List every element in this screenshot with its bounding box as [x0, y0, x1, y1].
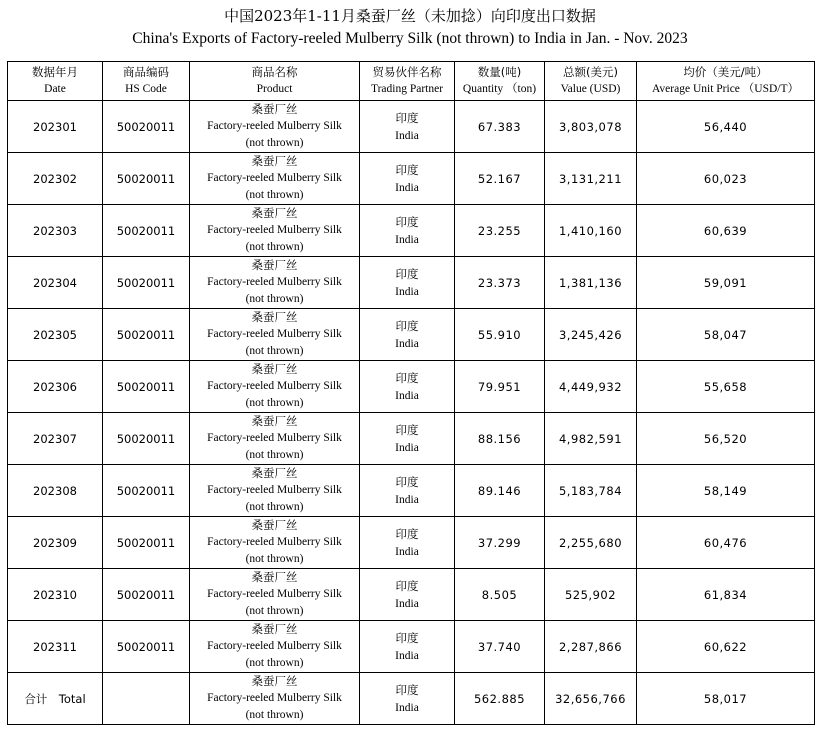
cell-quantity: 23.373 — [455, 257, 545, 309]
cell-hs-code: 50020011 — [103, 309, 190, 361]
header-value: 总额(美元) Value (USD) — [545, 62, 637, 101]
table-row — [8, 361, 815, 413]
table-row — [8, 517, 815, 569]
cell-product: 桑蚕厂丝 Factory-reeled Mulberry Silk (not thrown) — [190, 465, 360, 517]
cell-value: 525,902 — [545, 569, 637, 621]
cell-date: 202305 — [8, 309, 103, 361]
cell-date: 202307 — [8, 413, 103, 465]
header-product: 商品名称 Product — [190, 62, 360, 101]
cell-product: 桑蚕厂丝 Factory-reeled Mulberry Silk (not thrown) — [190, 361, 360, 413]
cell-trading-partner: 印度 India — [360, 205, 455, 257]
cell-product: 桑蚕厂丝 Factory-reeled Mulberry Silk (not thrown) — [190, 569, 360, 621]
header-date: 数据年月 Date — [8, 62, 103, 101]
cell-hs-code: 50020011 — [103, 569, 190, 621]
cell-average-price: 60,476 — [637, 517, 815, 569]
cell-trading-partner: 印度 India — [360, 621, 455, 673]
cell-average-price: 58,149 — [637, 465, 815, 517]
cell-average-price: 58,047 — [637, 309, 815, 361]
cell-trading-partner: 印度 India — [360, 257, 455, 309]
header-hs-code: 商品编码 HS Code — [103, 62, 190, 101]
table-header-row — [8, 62, 815, 101]
cell-hs-code — [103, 673, 190, 725]
cell-hs-code: 50020011 — [103, 101, 190, 153]
cell-average-price: 58,017 — [637, 673, 815, 725]
cell-value: 4,982,591 — [545, 413, 637, 465]
cell-trading-partner: 印度 India — [360, 309, 455, 361]
cell-value: 32,656,766 — [545, 673, 637, 725]
cell-trading-partner: 印度 India — [360, 361, 455, 413]
cell-product: 桑蚕厂丝 Factory-reeled Mulberry Silk (not thrown) — [190, 673, 360, 725]
cell-average-price: 61,834 — [637, 569, 815, 621]
page-title-cn: 中国2023年1-11月桑蚕厂丝（未加捻）向印度出口数据 — [224, 7, 596, 25]
cell-product: 桑蚕厂丝 Factory-reeled Mulberry Silk (not thrown) — [190, 309, 360, 361]
cell-value: 3,131,211 — [545, 153, 637, 205]
cell-value: 3,803,078 — [545, 101, 637, 153]
cell-date: 202308 — [8, 465, 103, 517]
table-row — [8, 621, 815, 673]
cell-hs-code: 50020011 — [103, 621, 190, 673]
cell-value: 4,449,932 — [545, 361, 637, 413]
cell-trading-partner: 印度 India — [360, 569, 455, 621]
cell-average-price: 55,658 — [637, 361, 815, 413]
cell-date: 202310 — [8, 569, 103, 621]
cell-hs-code: 50020011 — [103, 465, 190, 517]
cell-hs-code: 50020011 — [103, 361, 190, 413]
table-row — [8, 101, 815, 153]
table-row — [8, 309, 815, 361]
cell-product: 桑蚕厂丝 Factory-reeled Mulberry Silk (not thrown) — [190, 413, 360, 465]
cell-quantity: 37.299 — [455, 517, 545, 569]
cell-quantity: 562.885 — [455, 673, 545, 725]
cell-trading-partner: 印度 India — [360, 413, 455, 465]
cell-product: 桑蚕厂丝 Factory-reeled Mulberry Silk (not thrown) — [190, 153, 360, 205]
cell-quantity: 88.156 — [455, 413, 545, 465]
cell-date: 202306 — [8, 361, 103, 413]
header-average-price: 均价（美元/吨） Average Unit Price （USD/T） — [637, 62, 815, 101]
cell-hs-code: 50020011 — [103, 413, 190, 465]
cell-hs-code: 50020011 — [103, 257, 190, 309]
table-row — [8, 413, 815, 465]
cell-value: 1,381,136 — [545, 257, 637, 309]
cell-hs-code: 50020011 — [103, 205, 190, 257]
cell-date: 202301 — [8, 101, 103, 153]
cell-average-price: 60,639 — [637, 205, 815, 257]
cell-hs-code: 50020011 — [103, 153, 190, 205]
table-row — [8, 569, 815, 621]
cell-average-price: 59,091 — [637, 257, 815, 309]
header-quantity: 数量(吨) Quantity （ton) — [455, 62, 545, 101]
cell-quantity: 79.951 — [455, 361, 545, 413]
cell-trading-partner: 印度 India — [360, 673, 455, 725]
cell-product: 桑蚕厂丝 Factory-reeled Mulberry Silk (not thrown) — [190, 517, 360, 569]
cell-average-price: 56,520 — [637, 413, 815, 465]
table-row — [8, 205, 815, 257]
cell-hs-code: 50020011 — [103, 517, 190, 569]
table-total-row — [8, 673, 815, 725]
cell-value: 2,287,866 — [545, 621, 637, 673]
cell-quantity: 52.167 — [455, 153, 545, 205]
cell-date: 202309 — [8, 517, 103, 569]
cell-value: 1,410,160 — [545, 205, 637, 257]
cell-average-price: 60,622 — [637, 621, 815, 673]
cell-product: 桑蚕厂丝 Factory-reeled Mulberry Silk (not thrown) — [190, 257, 360, 309]
cell-quantity: 37.740 — [455, 621, 545, 673]
cell-value: 3,245,426 — [545, 309, 637, 361]
cell-date: 202311 — [8, 621, 103, 673]
cell-trading-partner: 印度 India — [360, 465, 455, 517]
cell-date: 202302 — [8, 153, 103, 205]
cell-date: 202303 — [8, 205, 103, 257]
table-row — [8, 465, 815, 517]
cell-quantity: 23.255 — [455, 205, 545, 257]
export-data-table — [7, 61, 815, 725]
cell-trading-partner: 印度 India — [360, 153, 455, 205]
cell-value: 2,255,680 — [545, 517, 637, 569]
cell-trading-partner: 印度 India — [360, 101, 455, 153]
cell-product: 桑蚕厂丝 Factory-reeled Mulberry Silk (not thrown) — [190, 205, 360, 257]
page-title-en: China's Exports of Factory-reeled Mulberry Silk (not thrown) to India in Jan. - Nov. 2023 — [132, 30, 688, 47]
cell-trading-partner: 印度 India — [360, 517, 455, 569]
cell-quantity: 55.910 — [455, 309, 545, 361]
cell-average-price: 56,440 — [637, 101, 815, 153]
cell-product: 桑蚕厂丝 Factory-reeled Mulberry Silk (not thrown) — [190, 101, 360, 153]
table-row — [8, 153, 815, 205]
cell-quantity: 89.146 — [455, 465, 545, 517]
header-trading-partner: 贸易伙伴名称 Trading Partner — [360, 62, 455, 101]
cell-value: 5,183,784 — [545, 465, 637, 517]
cell-average-price: 60,023 — [637, 153, 815, 205]
cell-date: 202304 — [8, 257, 103, 309]
cell-quantity: 67.383 — [455, 101, 545, 153]
cell-date: 合计 Total — [8, 673, 103, 725]
table-row — [8, 257, 815, 309]
cell-product: 桑蚕厂丝 Factory-reeled Mulberry Silk (not thrown) — [190, 621, 360, 673]
cell-quantity: 8.505 — [455, 569, 545, 621]
